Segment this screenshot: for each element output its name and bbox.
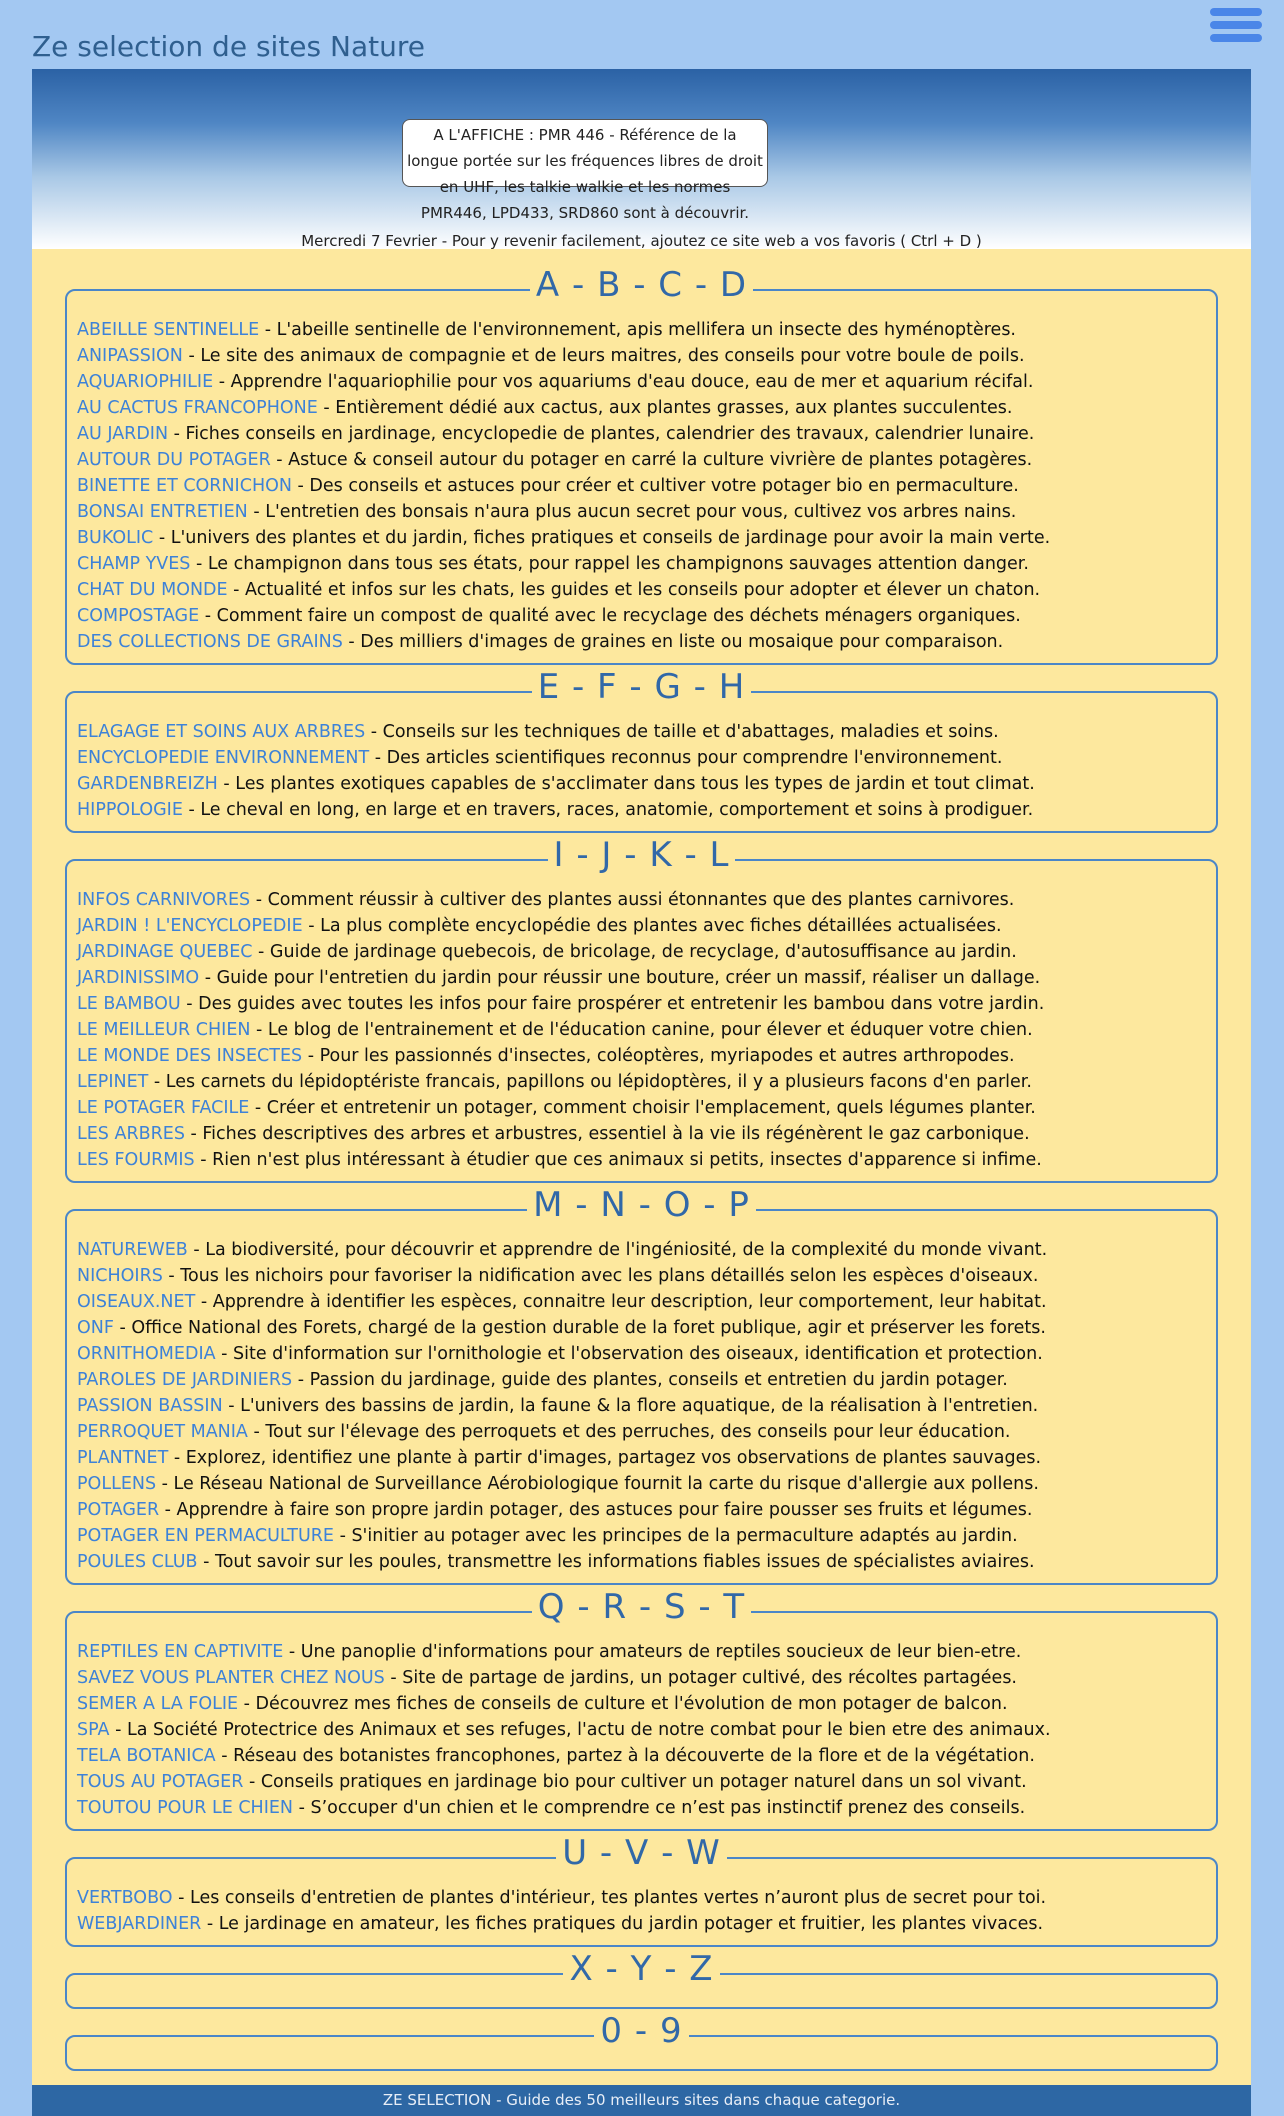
site-description: - Des guides avec toutes les infos pour faire prospérer et entretenir les bambou dans votre jardin. xyxy=(180,994,1045,1014)
list-item xyxy=(77,1743,1216,1769)
section-heading-text: U - V - W xyxy=(556,1833,727,1873)
site-title: Ze selection de sites Nature xyxy=(32,30,425,63)
site-description: - Office National des Forets, chargé de la gestion durable de la foret publique, agir et préserver les forets. xyxy=(113,1318,1046,1338)
entry-list xyxy=(67,1613,1216,1821)
list-item xyxy=(77,629,1216,655)
announcement-box xyxy=(402,119,768,222)
list-item xyxy=(77,395,1216,421)
site-link[interactable]: TOUS AU POTAGER xyxy=(77,1772,244,1792)
site-description: - Actualité et infos sur les chats, les guides et les conseils pour adopter et élever un chaton. xyxy=(227,580,1041,600)
site-description: - Tout sur l'élevage des perroquets et des perruches, des conseils pour leur éducation. xyxy=(247,1422,1011,1442)
section-3 xyxy=(65,1185,1218,1585)
list-item xyxy=(77,1121,1216,1147)
entry-list xyxy=(67,693,1216,823)
site-description: - L'abeille sentinelle de l'environnement, apis mellifera un insecte des hyménoptères. xyxy=(259,320,1016,340)
site-link[interactable]: POTAGER xyxy=(77,1500,160,1520)
site-description: - Explorez, identifiez une plante à partir d'images, partagez vos observations de plantes sauvages. xyxy=(168,1448,1042,1468)
site-link[interactable]: BINETTE ET CORNICHON xyxy=(77,476,292,496)
site-description: - Pour les passionnés d'insectes, coléoptères, myriapodes et autres arthropodes. xyxy=(302,1046,1015,1066)
site-link[interactable]: JARDINISSIMO xyxy=(77,968,200,988)
entry-list xyxy=(67,1859,1216,1937)
site-description: - Rien n'est plus intéressant à étudier que ces animaux si petits, insectes d'apparence si infime. xyxy=(194,1150,1042,1170)
site-link[interactable]: WEBJARDINER xyxy=(77,1914,202,1934)
site-description: - Conseils sur les techniques de taille et d'abattages, maladies et soins. xyxy=(365,722,999,742)
site-description: - Des articles scientifiques reconnus pour comprendre l'environnement. xyxy=(369,748,1003,768)
section-4 xyxy=(65,1587,1218,1831)
site-link[interactable]: TELA BOTANICA xyxy=(77,1746,216,1766)
entry-list xyxy=(67,861,1216,1173)
hero-banner xyxy=(32,69,1251,249)
site-link[interactable]: VERTBOBO xyxy=(77,1888,173,1908)
dateline: Mercredi 7 Fevrier - Pour y revenir facilement, ajoutez ce site web a vos favoris ( Ctrl + D ) xyxy=(301,232,982,250)
site-link[interactable]: CHAMP YVES xyxy=(77,554,191,574)
site-description: - Site de partage de jardins, un potager cultivé, des récoltes partagées. xyxy=(384,1668,1017,1688)
list-item xyxy=(77,771,1216,797)
site-link[interactable]: LES ARBRES xyxy=(77,1124,185,1144)
list-item xyxy=(77,421,1216,447)
main-container xyxy=(32,69,1251,2085)
section-0 xyxy=(65,265,1218,665)
site-link[interactable]: LE POTAGER FACILE xyxy=(77,1098,250,1118)
site-link[interactable]: BONSAI ENTRETIEN xyxy=(77,502,248,522)
section-heading-text: I - J - K - L xyxy=(548,835,736,875)
entry-list xyxy=(67,2037,1216,2063)
section-7 xyxy=(65,2011,1218,2071)
list-item xyxy=(77,343,1216,369)
site-link[interactable]: ONF xyxy=(77,1318,114,1338)
list-item xyxy=(77,447,1216,473)
site-link[interactable]: JARDIN ! L'ENCYCLOPEDIE xyxy=(77,916,303,936)
list-item xyxy=(77,991,1216,1017)
site-link[interactable]: AQUARIOPHILIE xyxy=(77,372,214,392)
site-description: - Tout savoir sur les poules, transmettre les informations fiables issues de spécialistes aviaires. xyxy=(197,1552,1035,1572)
site-link[interactable]: NATUREWEB xyxy=(77,1240,188,1260)
site-description: - Des milliers d'images de graines en liste ou mosaique pour comparaison. xyxy=(342,632,1004,652)
site-link[interactable]: NICHOIRS xyxy=(77,1266,163,1286)
site-description: - L'entretien des bonsais n'aura plus aucun secret pour vous, cultivez vos arbres nains. xyxy=(247,502,1017,522)
list-item xyxy=(77,887,1216,913)
list-item xyxy=(77,1795,1216,1821)
site-description: - S'initier au potager avec les principes de la permaculture adaptés au jardin. xyxy=(334,1526,1018,1546)
list-item xyxy=(77,1289,1216,1315)
list-item xyxy=(77,1069,1216,1095)
footer: ZE SELECTION - Guide des 50 meilleurs sites dans chaque categorie. xyxy=(32,2085,1251,2116)
list-item xyxy=(77,1043,1216,1069)
list-item xyxy=(77,317,1216,343)
hamburger-menu-icon[interactable] xyxy=(1210,8,1262,44)
site-link[interactable]: POLLENS xyxy=(77,1474,157,1494)
section-heading-text: 0 - 9 xyxy=(594,2011,688,2051)
site-description: - Entièrement dédié aux cactus, aux plantes grasses, aux plantes succulentes. xyxy=(317,398,1013,418)
announcement-text: A L'AFFICHE : PMR 446 - Référence de la longue portée sur les fréquences libres de droit en UHF, les talkie walkie et les normes PMR446, LPD433, SRD860 sont à découvrir. xyxy=(407,126,763,222)
site-link[interactable]: CHAT DU MONDE xyxy=(77,580,228,600)
site-link[interactable]: PLANTNET xyxy=(77,1448,169,1468)
list-item xyxy=(77,1885,1216,1911)
site-description: - Une panoplie d'informations pour amateurs de reptiles soucieux de leur bien-etre. xyxy=(283,1642,1022,1662)
site-description: - L'univers des bassins de jardin, la faune & la flore aquatique, de la réalisation à l'entretien. xyxy=(222,1396,1039,1416)
entry-list xyxy=(67,1975,1216,2001)
site-description: - Les conseils d'entretien de plantes d'intérieur, tes plantes vertes n’auront plus de secret pour toi. xyxy=(172,1888,1047,1908)
site-link[interactable]: LES FOURMIS xyxy=(77,1150,195,1170)
section-heading-text: E - F - G - H xyxy=(532,667,752,707)
site-description: - Le blog de l'entrainement et de l'éducation canine, pour élever et éduquer votre chien. xyxy=(250,1020,1033,1040)
site-link[interactable]: DES COLLECTIONS DE GRAINS xyxy=(77,632,343,652)
list-item xyxy=(77,1471,1216,1497)
site-description: - La biodiversité, pour découvrir et apprendre de l'ingéniosité, de la complexité du monde vivant. xyxy=(187,1240,1048,1260)
list-item xyxy=(77,1691,1216,1717)
site-description: - Guide pour l'entretien du jardin pour réussir une bouture, créer un massif, réaliser un dallage. xyxy=(199,968,1041,988)
section-heading-text: Q - R - S - T xyxy=(532,1587,751,1627)
site-link[interactable]: AU CACTUS FRANCOPHONE xyxy=(77,398,318,418)
list-item xyxy=(77,1017,1216,1043)
list-item xyxy=(77,603,1216,629)
site-description: - L'univers des plantes et du jardin, fiches pratiques et conseils de jardinage pour avoir la main verte. xyxy=(153,528,1051,548)
site-description: - Guide de jardinage quebecois, de bricolage, de recyclage, d'autosuffisance au jardin. xyxy=(252,942,1017,962)
site-link[interactable]: PERROQUET MANIA xyxy=(77,1422,248,1442)
site-link[interactable]: BUKOLIC xyxy=(77,528,154,548)
site-description: - Comment faire un compost de qualité avec le recyclage des déchets ménagers organiques. xyxy=(199,606,1021,626)
list-item xyxy=(77,577,1216,603)
site-link[interactable]: PAROLES DE JARDINIERS xyxy=(77,1370,293,1390)
list-item xyxy=(77,499,1216,525)
list-item xyxy=(77,1665,1216,1691)
site-description: - Le cheval en long, en large et en travers, races, anatomie, comportement et soins à prodiguer. xyxy=(182,800,1034,820)
site-link[interactable]: ENCYCLOPEDIE ENVIRONNEMENT xyxy=(77,748,370,768)
list-item xyxy=(77,1237,1216,1263)
site-link[interactable]: GARDENBREIZH xyxy=(77,774,218,794)
site-description: - Apprendre à faire son propre jardin potager, des astuces pour faire pousser ses fruits et légumes. xyxy=(159,1500,1033,1520)
site-link[interactable]: ORNITHOMEDIA xyxy=(77,1344,216,1364)
list-item xyxy=(77,369,1216,395)
site-description: - Site d'information sur l'ornithologie et l'observation des oiseaux, identification et protection. xyxy=(215,1344,1043,1364)
site-link[interactable]: SPA xyxy=(77,1720,110,1740)
site-description: - Conseils pratiques en jardinage bio pour cultiver un potager naturel dans un sol vivant. xyxy=(243,1772,1027,1792)
list-item xyxy=(77,1497,1216,1523)
site-description: - Tous les nichoirs pour favoriser la nidification avec les plans détaillés selon les espèces d'oiseaux. xyxy=(162,1266,1039,1286)
section-2 xyxy=(65,835,1218,1183)
list-item xyxy=(77,797,1216,823)
site-link[interactable]: OISEAUX.NET xyxy=(77,1292,196,1312)
site-link[interactable]: REPTILES EN CAPTIVITE xyxy=(77,1642,284,1662)
list-item xyxy=(77,1639,1216,1665)
site-link[interactable]: POTAGER EN PERMACULTURE xyxy=(77,1526,334,1546)
site-link[interactable]: ANIPASSION xyxy=(77,346,183,366)
list-item xyxy=(77,965,1216,991)
site-link[interactable]: POULES CLUB xyxy=(77,1552,198,1572)
section-heading-text: A - B - C - D xyxy=(530,265,753,305)
list-item xyxy=(77,551,1216,577)
list-item xyxy=(77,1769,1216,1795)
site-description: - Apprendre à identifier les espèces, connaitre leur description, leur comportement, leur habitat. xyxy=(195,1292,1047,1312)
list-item xyxy=(77,525,1216,551)
list-item xyxy=(77,1445,1216,1471)
list-item xyxy=(77,1549,1216,1575)
site-link[interactable]: ABEILLE SENTINELLE xyxy=(77,320,260,340)
site-description: - Comment réussir à cultiver des plantes aussi étonnantes que des plantes carnivores. xyxy=(250,890,1015,910)
list-item xyxy=(77,1419,1216,1445)
list-item xyxy=(77,913,1216,939)
site-link[interactable]: LE MEILLEUR CHIEN xyxy=(77,1020,251,1040)
section-5 xyxy=(65,1833,1218,1947)
site-description: - Astuce & conseil autour du potager en carré la culture vivrière de plantes potagères. xyxy=(270,450,1033,470)
site-link[interactable]: TOUTOU POUR LE CHIEN xyxy=(77,1798,294,1818)
site-description: - Fiches conseils en jardinage, encyclopedie de plantes, calendrier des travaux, calendrier lunaire. xyxy=(168,424,1035,444)
section-1 xyxy=(65,667,1218,833)
site-description: - Des conseils et astuces pour créer et cultiver votre potager bio en permaculture. xyxy=(291,476,1019,496)
list-item xyxy=(77,745,1216,771)
site-link[interactable]: PASSION BASSIN xyxy=(77,1396,223,1416)
site-description: - S’occuper d'un chien et le comprendre ce n’est pas instinctif prenez des conseils. xyxy=(293,1798,1026,1818)
site-description: - Passion du jardinage, guide des plantes, conseils et entretien du jardin potager. xyxy=(292,1370,1008,1390)
list-item xyxy=(77,719,1216,745)
site-link[interactable]: LE MONDE DES INSECTES xyxy=(77,1046,303,1066)
site-link[interactable]: SEMER A LA FOLIE xyxy=(77,1694,239,1714)
list-item xyxy=(77,1367,1216,1393)
site-description: - Découvrez mes fiches de conseils de culture et l'évolution de mon potager de balcon. xyxy=(238,1694,1008,1714)
site-description: - Apprendre l'aquariophilie pour vos aquariums d'eau douce, eau de mer et aquarium récifal. xyxy=(213,372,1034,392)
section-heading-text: X - Y - Z xyxy=(563,1949,719,1989)
site-link[interactable]: ELAGAGE ET SOINS AUX ARBRES xyxy=(77,722,366,742)
site-link[interactable]: JARDINAGE QUEBEC xyxy=(77,942,253,962)
list-item xyxy=(77,1523,1216,1549)
section-6 xyxy=(65,1949,1218,2009)
site-link[interactable]: SAVEZ VOUS PLANTER CHEZ NOUS xyxy=(77,1668,385,1688)
site-description: - Le Réseau National de Surveillance Aérobiologique fournit la carte du risque d'allergie aux pollens. xyxy=(156,1474,1039,1494)
site-link[interactable]: AU JARDIN xyxy=(77,424,169,444)
list-item xyxy=(77,1095,1216,1121)
site-description: - Réseau des botanistes francophones, partez à la découverte de la flore et de la végétation. xyxy=(215,1746,1035,1766)
entry-list xyxy=(67,291,1216,655)
list-item xyxy=(77,939,1216,965)
site-link[interactable]: LE BAMBOU xyxy=(77,994,181,1014)
entry-list xyxy=(67,1211,1216,1575)
site-description: - Les plantes exotiques capables de s'acclimater dans tous les types de jardin et tout climat. xyxy=(217,774,1035,794)
site-description: - La Société Protectrice des Animaux et ses refuges, l'actu de notre combat pour le bien etre des animaux. xyxy=(109,1720,1051,1740)
list-item xyxy=(77,1393,1216,1419)
list-item xyxy=(77,1911,1216,1937)
list-item xyxy=(77,1263,1216,1289)
site-link[interactable]: LEPINET xyxy=(77,1072,149,1092)
list-item xyxy=(77,473,1216,499)
site-link[interactable]: AUTOUR DU POTAGER xyxy=(77,450,271,470)
site-description: - Le champignon dans tous ses états, pour rappel les champignons sauvages attention danger. xyxy=(190,554,1029,574)
site-description: - Le site des animaux de compagnie et de leurs maitres, des conseils pour votre boule de poils. xyxy=(182,346,1025,366)
list-item xyxy=(77,1341,1216,1367)
site-description: - Créer et entretenir un potager, comment choisir l'emplacement, quels légumes planter. xyxy=(249,1098,1036,1118)
site-link[interactable]: INFOS CARNIVORES xyxy=(77,890,251,910)
site-description: - Le jardinage en amateur, les fiches pratiques du jardin potager et fruitier, les plantes vivaces. xyxy=(201,1914,1044,1934)
section-heading-text: M - N - O - P xyxy=(527,1185,756,1225)
site-link[interactable]: COMPOSTAGE xyxy=(77,606,200,626)
site-description: - La plus complète encyclopédie des plantes avec fiches détaillées actualisées. xyxy=(302,916,1002,936)
site-description: - Les carnets du lépidoptériste francais, papillons ou lépidoptères, il y a plusieurs facons d'en parler. xyxy=(148,1072,1032,1092)
list-item xyxy=(77,1315,1216,1341)
site-description: - Fiches descriptives des arbres et arbustres, essentiel à la vie ils régénèrent le gaz carbonique. xyxy=(184,1124,1030,1144)
site-link[interactable]: HIPPOLOGIE xyxy=(77,800,183,820)
list-item xyxy=(77,1147,1216,1173)
list-item xyxy=(77,1717,1216,1743)
